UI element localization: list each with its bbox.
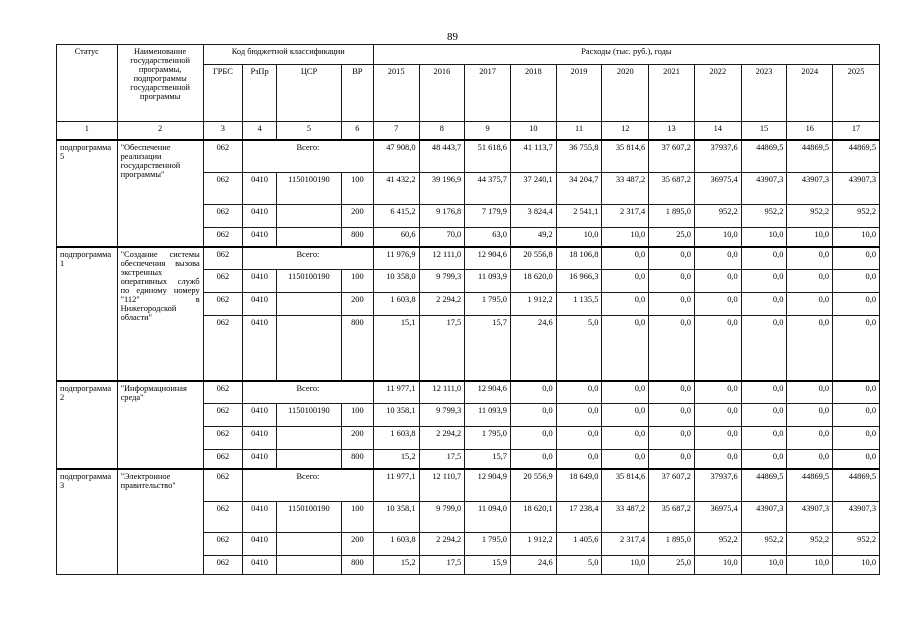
amount-cell: 17 238,4 <box>556 502 602 533</box>
amount-cell: 10,0 <box>694 228 741 247</box>
amount-cell: 0,0 <box>741 270 787 293</box>
header-year: 2021 <box>649 65 695 122</box>
amount-cell: 44869,5 <box>787 140 833 173</box>
amount-cell: 0,0 <box>649 427 695 450</box>
amount-cell: 12 904,9 <box>465 469 511 502</box>
amount-cell: 952,2 <box>787 205 833 228</box>
amount-cell: 43907,3 <box>741 502 787 533</box>
amount-cell: 10,0 <box>741 228 787 247</box>
amount-cell: 0,0 <box>787 404 833 427</box>
column-number: 10 <box>510 122 556 140</box>
vr-cell: 100 <box>341 404 373 427</box>
rzpr-cell: 0410 <box>243 205 277 228</box>
amount-cell: 0,0 <box>787 293 833 316</box>
grbs-cell: 062 <box>203 205 242 228</box>
grbs-cell: 062 <box>203 270 242 293</box>
csr-cell <box>277 450 342 469</box>
program-name-cell: "Обеспечение реализации государственной программы" <box>117 140 203 247</box>
amount-cell: 0,0 <box>833 427 880 450</box>
amount-cell: 12 111,0 <box>419 247 465 270</box>
amount-cell: 9 799,0 <box>419 502 465 533</box>
amount-cell: 0,0 <box>602 381 649 404</box>
budget-table <box>56 44 880 575</box>
grbs-cell: 062 <box>203 533 242 556</box>
amount-cell: 1 912,2 <box>510 533 556 556</box>
amount-cell: 0,0 <box>556 404 602 427</box>
amount-cell: 0,0 <box>833 381 880 404</box>
header-code-col: ВР <box>341 65 373 122</box>
amount-cell: 952,2 <box>741 205 787 228</box>
status-cell: подпрограмма 2 <box>57 381 118 469</box>
amount-cell: 43907,3 <box>833 173 880 205</box>
amount-cell: 1 603,8 <box>373 427 419 450</box>
grbs-cell: 062 <box>203 502 242 533</box>
vr-cell: 200 <box>341 533 373 556</box>
amount-cell: 9 799,3 <box>419 404 465 427</box>
amount-cell: 43907,3 <box>787 173 833 205</box>
table-row <box>57 247 880 270</box>
total-label-cell: Всего: <box>243 469 374 502</box>
amount-cell: 10,0 <box>787 556 833 575</box>
amount-cell: 51 618,6 <box>465 140 511 173</box>
amount-cell: 36975,4 <box>694 173 741 205</box>
amount-cell: 0,0 <box>787 316 833 381</box>
amount-cell: 0,0 <box>694 427 741 450</box>
amount-cell: 1 895,0 <box>649 205 695 228</box>
amount-cell: 10,0 <box>833 228 880 247</box>
amount-cell: 0,0 <box>741 316 787 381</box>
amount-cell: 2 294,2 <box>419 427 465 450</box>
amount-cell: 0,0 <box>833 270 880 293</box>
amount-cell: 15,1 <box>373 316 419 381</box>
amount-cell: 0,0 <box>741 404 787 427</box>
header-expenses-group: Расходы (тыс. руб.), годы <box>373 45 879 65</box>
header-code-col: РзПр <box>243 65 277 122</box>
column-number: 13 <box>649 122 695 140</box>
amount-cell: 11 977,1 <box>373 469 419 502</box>
amount-cell: 11 977,1 <box>373 381 419 404</box>
csr-cell <box>277 533 342 556</box>
csr-cell: 1150100190 <box>277 173 342 205</box>
rzpr-cell: 0410 <box>243 316 277 381</box>
amount-cell: 44869,5 <box>741 140 787 173</box>
column-number: 3 <box>203 122 242 140</box>
status-cell: подпрограмма 1 <box>57 247 118 381</box>
rzpr-cell: 0410 <box>243 293 277 316</box>
grbs-cell: 062 <box>203 173 242 205</box>
amount-cell: 0,0 <box>787 270 833 293</box>
grbs-cell: 062 <box>203 247 242 270</box>
amount-cell: 43907,3 <box>741 173 787 205</box>
column-number: 4 <box>243 122 277 140</box>
grbs-cell: 062 <box>203 556 242 575</box>
header-year: 2015 <box>373 65 419 122</box>
vr-cell: 800 <box>341 228 373 247</box>
amount-cell: 2 317,4 <box>602 205 649 228</box>
amount-cell: 44869,5 <box>787 469 833 502</box>
amount-cell: 952,2 <box>833 205 880 228</box>
amount-cell: 2 317,4 <box>602 533 649 556</box>
grbs-cell: 062 <box>203 293 242 316</box>
csr-cell: 1150100190 <box>277 502 342 533</box>
header-code-col: ГРБС <box>203 65 242 122</box>
header-year: 2023 <box>741 65 787 122</box>
amount-cell: 0,0 <box>649 316 695 381</box>
total-label-cell: Всего: <box>243 247 374 270</box>
amount-cell: 12 111,0 <box>419 381 465 404</box>
amount-cell: 0,0 <box>602 316 649 381</box>
amount-cell: 17,5 <box>419 316 465 381</box>
rzpr-cell: 0410 <box>243 502 277 533</box>
rzpr-cell: 0410 <box>243 556 277 575</box>
amount-cell: 0,0 <box>510 381 556 404</box>
amount-cell: 0,0 <box>833 293 880 316</box>
amount-cell: 0,0 <box>602 404 649 427</box>
status-cell: подпрограмма 5 <box>57 140 118 247</box>
header-name: Наименование государственной программы, подпрограммы государственной программы <box>117 45 203 122</box>
amount-cell: 10,0 <box>833 556 880 575</box>
amount-cell: 35 687,2 <box>649 502 695 533</box>
amount-cell: 0,0 <box>649 404 695 427</box>
amount-cell: 1 912,2 <box>510 293 556 316</box>
amount-cell: 33 487,2 <box>602 502 649 533</box>
column-number: 15 <box>741 122 787 140</box>
amount-cell: 35 687,2 <box>649 173 695 205</box>
header-year: 2018 <box>510 65 556 122</box>
amount-cell: 1 405,6 <box>556 533 602 556</box>
amount-cell: 10,0 <box>556 228 602 247</box>
amount-cell: 18 620,0 <box>510 270 556 293</box>
amount-cell: 37 240,1 <box>510 173 556 205</box>
amount-cell: 10 358,0 <box>373 270 419 293</box>
column-number: 17 <box>833 122 880 140</box>
amount-cell: 0,0 <box>602 247 649 270</box>
rzpr-cell: 0410 <box>243 404 277 427</box>
amount-cell: 0,0 <box>649 247 695 270</box>
program-name-cell: "Создание системы обеспечения вызова экстренных оперативных служб по единому номеру "112" в Нижегородской области" <box>117 247 203 381</box>
csr-cell: 1150100190 <box>277 270 342 293</box>
amount-cell: 1 135,5 <box>556 293 602 316</box>
amount-cell: 18 106,8 <box>556 247 602 270</box>
amount-cell: 952,2 <box>741 533 787 556</box>
amount-cell: 60,6 <box>373 228 419 247</box>
table-row <box>57 381 880 404</box>
column-number: 14 <box>694 122 741 140</box>
amount-cell: 0,0 <box>694 450 741 469</box>
header-code-col: ЦСР <box>277 65 342 122</box>
amount-cell: 0,0 <box>649 381 695 404</box>
amount-cell: 12 904,6 <box>465 381 511 404</box>
amount-cell: 1 795,0 <box>465 533 511 556</box>
program-name-cell: "Электронное правительство" <box>117 469 203 575</box>
amount-cell: 0,0 <box>602 293 649 316</box>
amount-cell: 44 375,7 <box>465 173 511 205</box>
grbs-cell: 062 <box>203 381 242 404</box>
vr-cell: 800 <box>341 316 373 381</box>
amount-cell: 43907,3 <box>833 502 880 533</box>
amount-cell: 0,0 <box>649 450 695 469</box>
amount-cell: 33 487,2 <box>602 173 649 205</box>
amount-cell: 0,0 <box>649 293 695 316</box>
column-number: 6 <box>341 122 373 140</box>
amount-cell: 36975,4 <box>694 502 741 533</box>
column-number: 16 <box>787 122 833 140</box>
rzpr-cell: 0410 <box>243 450 277 469</box>
amount-cell: 15,2 <box>373 556 419 575</box>
vr-cell: 200 <box>341 293 373 316</box>
amount-cell: 0,0 <box>510 450 556 469</box>
table-row <box>57 469 880 502</box>
amount-cell: 0,0 <box>694 293 741 316</box>
amount-cell: 0,0 <box>602 427 649 450</box>
amount-cell: 25,0 <box>649 556 695 575</box>
amount-cell: 952,2 <box>833 533 880 556</box>
grbs-cell: 062 <box>203 404 242 427</box>
amount-cell: 0,0 <box>741 450 787 469</box>
rzpr-cell: 0410 <box>243 270 277 293</box>
amount-cell: 10 358,1 <box>373 404 419 427</box>
rzpr-cell: 0410 <box>243 228 277 247</box>
amount-cell: 11 094,0 <box>465 502 511 533</box>
amount-cell: 49,2 <box>510 228 556 247</box>
header-year: 2025 <box>833 65 880 122</box>
amount-cell: 0,0 <box>787 450 833 469</box>
amount-cell: 3 824,4 <box>510 205 556 228</box>
amount-cell: 10,0 <box>787 228 833 247</box>
csr-cell <box>277 556 342 575</box>
amount-cell: 10,0 <box>602 228 649 247</box>
csr-cell <box>277 293 342 316</box>
grbs-cell: 062 <box>203 427 242 450</box>
amount-cell: 0,0 <box>833 247 880 270</box>
amount-cell: 0,0 <box>694 316 741 381</box>
amount-cell: 0,0 <box>833 316 880 381</box>
column-number: 5 <box>277 122 342 140</box>
header-year: 2022 <box>694 65 741 122</box>
header-status: Статус <box>57 45 118 122</box>
rzpr-cell: 0410 <box>243 533 277 556</box>
header-year: 2020 <box>602 65 649 122</box>
csr-cell <box>277 228 342 247</box>
amount-cell: 1 603,8 <box>373 533 419 556</box>
amount-cell: 0,0 <box>602 450 649 469</box>
vr-cell: 100 <box>341 173 373 205</box>
amount-cell: 43907,3 <box>787 502 833 533</box>
amount-cell: 952,2 <box>694 533 741 556</box>
grbs-cell: 062 <box>203 316 242 381</box>
amount-cell: 47 908,0 <box>373 140 419 173</box>
vr-cell: 100 <box>341 270 373 293</box>
amount-cell: 15,7 <box>465 316 511 381</box>
amount-cell: 0,0 <box>556 427 602 450</box>
amount-cell: 0,0 <box>741 247 787 270</box>
amount-cell: 0,0 <box>741 427 787 450</box>
vr-cell: 800 <box>341 450 373 469</box>
amount-cell: 0,0 <box>787 427 833 450</box>
amount-cell: 11 976,9 <box>373 247 419 270</box>
amount-cell: 35 814,6 <box>602 140 649 173</box>
amount-cell: 18 649,0 <box>556 469 602 502</box>
amount-cell: 44869,5 <box>833 469 880 502</box>
amount-cell: 10 358,1 <box>373 502 419 533</box>
amount-cell: 0,0 <box>833 404 880 427</box>
amount-cell: 10,0 <box>694 556 741 575</box>
amount-cell: 0,0 <box>510 427 556 450</box>
amount-cell: 34 204,7 <box>556 173 602 205</box>
header-year: 2019 <box>556 65 602 122</box>
amount-cell: 63,0 <box>465 228 511 247</box>
amount-cell: 2 294,2 <box>419 293 465 316</box>
grbs-cell: 062 <box>203 228 242 247</box>
amount-cell: 24,6 <box>510 556 556 575</box>
amount-cell: 0,0 <box>510 404 556 427</box>
amount-cell: 0,0 <box>741 381 787 404</box>
amount-cell: 0,0 <box>694 270 741 293</box>
amount-cell: 15,9 <box>465 556 511 575</box>
amount-cell: 0,0 <box>787 381 833 404</box>
amount-cell: 5,0 <box>556 316 602 381</box>
amount-cell: 5,0 <box>556 556 602 575</box>
amount-cell: 48 443,7 <box>419 140 465 173</box>
amount-cell: 16 966,3 <box>556 270 602 293</box>
amount-cell: 12 110,7 <box>419 469 465 502</box>
amount-cell: 0,0 <box>694 247 741 270</box>
amount-cell: 10,0 <box>602 556 649 575</box>
total-label-cell: Всего: <box>243 140 374 173</box>
csr-cell <box>277 205 342 228</box>
amount-cell: 36 755,8 <box>556 140 602 173</box>
amount-cell: 0,0 <box>741 293 787 316</box>
csr-cell <box>277 316 342 381</box>
program-name-cell: "Информационная среда" <box>117 381 203 469</box>
header-code-group: Код бюджетной классификации <box>203 45 373 65</box>
amount-cell: 37937,6 <box>694 140 741 173</box>
amount-cell: 20 556,9 <box>510 469 556 502</box>
amount-cell: 9 799,3 <box>419 270 465 293</box>
amount-cell: 0,0 <box>556 450 602 469</box>
amount-cell: 2 294,2 <box>419 533 465 556</box>
table-row <box>57 140 880 173</box>
amount-cell: 1 795,0 <box>465 427 511 450</box>
vr-cell: 200 <box>341 205 373 228</box>
column-number: 9 <box>465 122 511 140</box>
amount-cell: 0,0 <box>602 270 649 293</box>
amount-cell: 1 895,0 <box>649 533 695 556</box>
header-year: 2016 <box>419 65 465 122</box>
grbs-cell: 062 <box>203 140 242 173</box>
header-year: 2024 <box>787 65 833 122</box>
amount-cell: 1 603,8 <box>373 293 419 316</box>
amount-cell: 15,7 <box>465 450 511 469</box>
column-number: 7 <box>373 122 419 140</box>
rzpr-cell: 0410 <box>243 173 277 205</box>
amount-cell: 10,0 <box>741 556 787 575</box>
amount-cell: 952,2 <box>787 533 833 556</box>
amount-cell: 0,0 <box>787 247 833 270</box>
amount-cell: 12 904,6 <box>465 247 511 270</box>
amount-cell: 1 795,0 <box>465 293 511 316</box>
header-year: 2017 <box>465 65 511 122</box>
column-number: 2 <box>117 122 203 140</box>
amount-cell: 37 607,2 <box>649 140 695 173</box>
amount-cell: 24,6 <box>510 316 556 381</box>
amount-cell: 37937,6 <box>694 469 741 502</box>
column-number: 12 <box>602 122 649 140</box>
amount-cell: 0,0 <box>649 270 695 293</box>
amount-cell: 44869,5 <box>833 140 880 173</box>
amount-cell: 18 620,1 <box>510 502 556 533</box>
amount-cell: 952,2 <box>694 205 741 228</box>
total-label-cell: Всего: <box>243 381 374 404</box>
amount-cell: 0,0 <box>694 404 741 427</box>
amount-cell: 0,0 <box>694 381 741 404</box>
amount-cell: 0,0 <box>556 381 602 404</box>
column-number: 1 <box>57 122 118 140</box>
amount-cell: 35 814,6 <box>602 469 649 502</box>
amount-cell: 41 113,7 <box>510 140 556 173</box>
amount-cell: 2 541,1 <box>556 205 602 228</box>
amount-cell: 6 415,2 <box>373 205 419 228</box>
vr-cell: 200 <box>341 427 373 450</box>
csr-cell: 1150100190 <box>277 404 342 427</box>
amount-cell: 9 176,8 <box>419 205 465 228</box>
rzpr-cell: 0410 <box>243 427 277 450</box>
csr-cell <box>277 427 342 450</box>
amount-cell: 41 432,2 <box>373 173 419 205</box>
vr-cell: 800 <box>341 556 373 575</box>
status-cell: подпрограмма 3 <box>57 469 118 575</box>
amount-cell: 37 607,2 <box>649 469 695 502</box>
column-number: 8 <box>419 122 465 140</box>
amount-cell: 11 093,9 <box>465 404 511 427</box>
amount-cell: 11 093,9 <box>465 270 511 293</box>
column-number: 11 <box>556 122 602 140</box>
amount-cell: 39 196,9 <box>419 173 465 205</box>
page-number: 89 <box>447 31 458 43</box>
amount-cell: 0,0 <box>833 450 880 469</box>
amount-cell: 17,5 <box>419 556 465 575</box>
amount-cell: 20 556,8 <box>510 247 556 270</box>
amount-cell: 17,5 <box>419 450 465 469</box>
amount-cell: 25,0 <box>649 228 695 247</box>
grbs-cell: 062 <box>203 469 242 502</box>
amount-cell: 44869,5 <box>741 469 787 502</box>
amount-cell: 15,2 <box>373 450 419 469</box>
vr-cell: 100 <box>341 502 373 533</box>
amount-cell: 70,0 <box>419 228 465 247</box>
amount-cell: 7 179,9 <box>465 205 511 228</box>
grbs-cell: 062 <box>203 450 242 469</box>
